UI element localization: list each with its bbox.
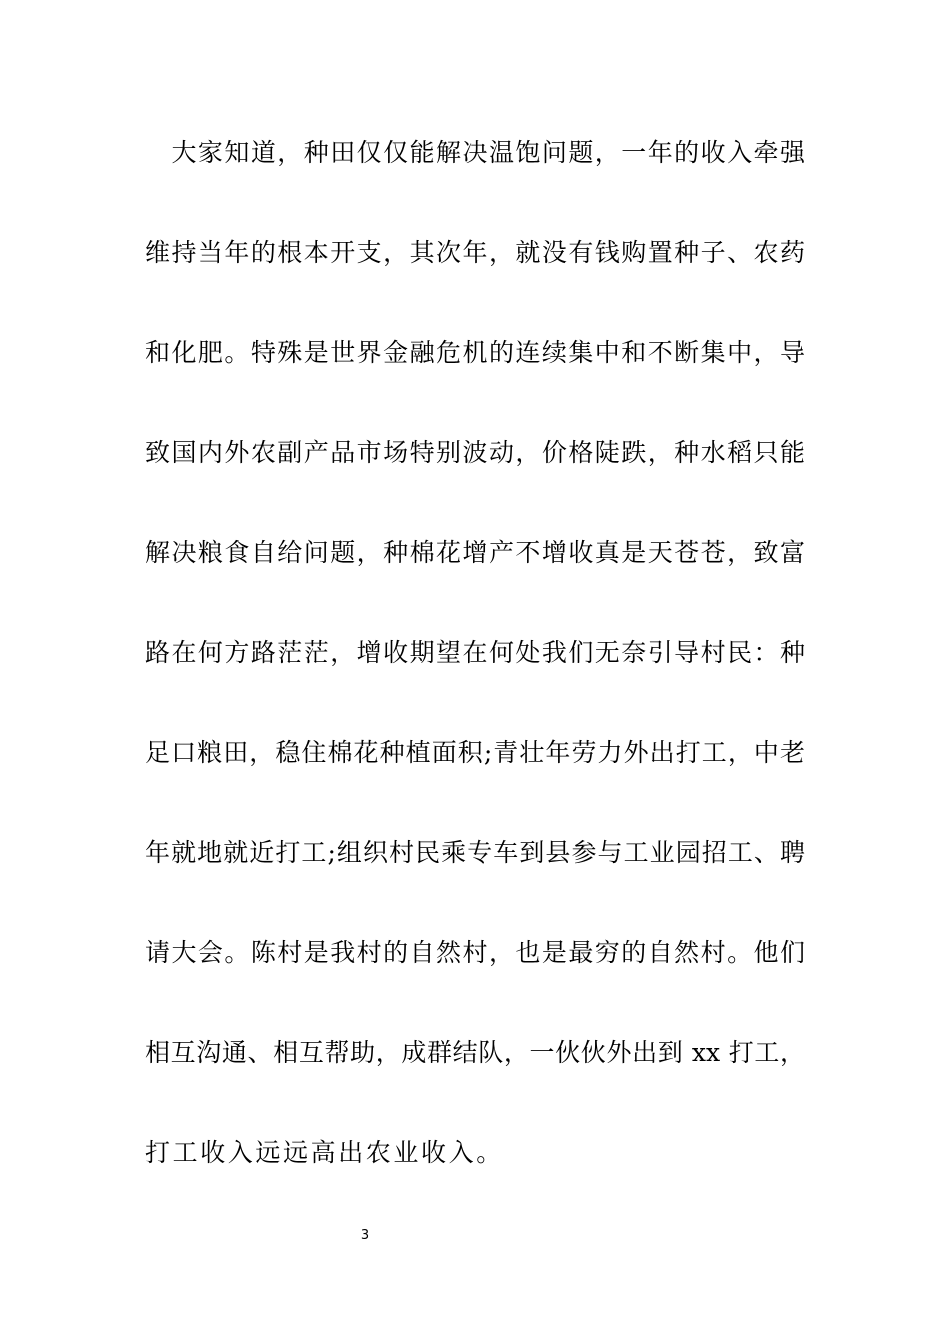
paragraph-line: 致国内外农副产品市场特别波动，价格陡跌，种水稻只能 [145, 438, 805, 467]
paragraph-line: 和化肥。特殊是世界金融危机的连续集中和不断集中，导 [145, 338, 805, 367]
paragraph-line: 解决粮食自给问题，种棉花增产不增收真是天苍苍，致富 [145, 538, 805, 567]
paragraph-line: 维持当年的根本开支，其次年，就没有钱购置种子、农药 [145, 238, 805, 267]
paragraph-line: 足口粮田，稳住棉花种植面积;青壮年劳力外出打工，中老 [145, 738, 805, 767]
paragraph-line: 请大会。陈村是我村的自然村，也是最穷的自然村。他们 [145, 938, 805, 967]
paragraph-line: 相互沟通、相互帮助，成群结队，一伙伙外出到 xx 打工， [145, 1038, 805, 1067]
paragraph-line: 年就地就近打工;组织村民乘专车到县参与工业园招工、聘 [145, 838, 805, 867]
paragraph-line: 路在何方路茫茫，增收期望在何处我们无奈引导村民：种 [145, 638, 805, 667]
paragraph-line: 大家知道，种田仅仅能解决温饱问题，一年的收入牵强 [145, 138, 805, 167]
page-number: 3 [360, 1228, 370, 1243]
paragraph-line-last: 打工收入远远高出农业收入。 [145, 1138, 504, 1167]
